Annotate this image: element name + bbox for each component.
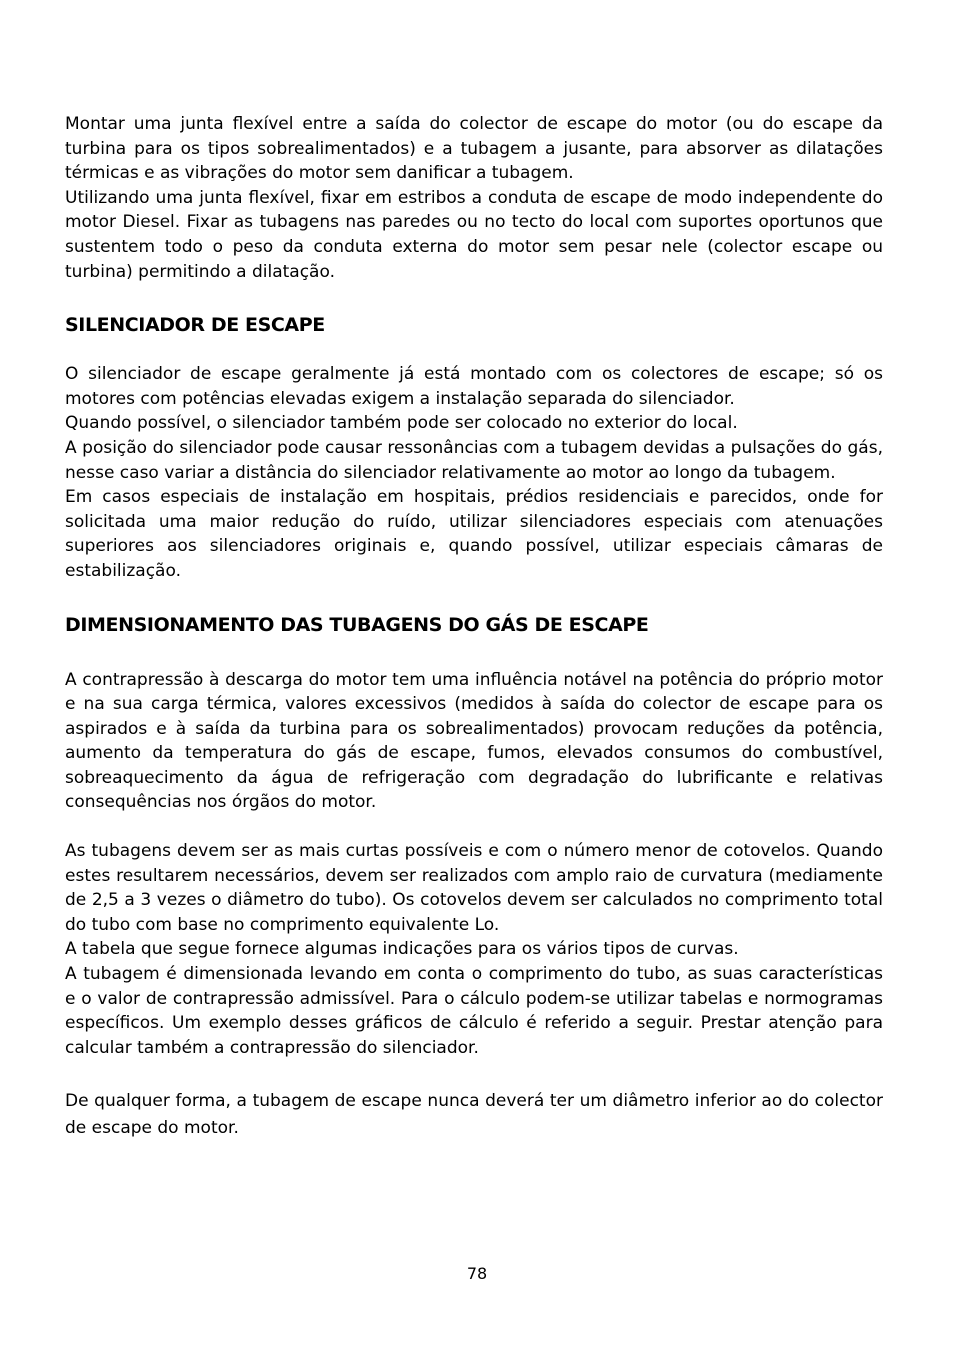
paragraph-dimensionamento-2: As tubagens devem ser as mais curtas possíveis e com o número menor de cotovelos. Quando estes resultarem necessários, devem ser realizados com amplo raio de curvatura (mediamente de 2,5 a 3 vezes o diâmetro do tubo). Os cotovelos devem ser calculados no comprimento total do tubo com base no comprimento equivalente Lo.	[65, 841, 883, 935]
silenciador-body	[65, 362, 883, 583]
section-title-silenciador: SILENCIADOR DE ESCAPE	[65, 314, 325, 337]
paragraph-dimensionamento-5: De qualquer forma, a tubagem de escape nunca deverá ter um diâmetro inferior ao do colector de escape do motor.	[65, 1091, 883, 1139]
paragraph-silenciador-3: A posição do silenciador pode causar ressonâncias com a tubagem devidas a pulsações do gás, nesse caso variar a distância do silenciador relativamente ao motor ao longo da tubagem.	[65, 437, 883, 483]
document-page	[65, 112, 883, 1142]
paragraph-dimensionamento-1: A contrapressão à descarga do motor tem uma influência notável na potência do próprio motor e na sua carga térmica, valores excessivos (medidos à saída do colector de escape para os aspirados e à saída da turbina para os sobrealimentados) provocam reduções da potência, aumento da temperatura do gás de escape, fumos, elevados consumos do combustível, sobreaquecimento da água de refrigeração com degradação do lubrificante e relativas consequências nos órgãos do motor.	[65, 669, 883, 813]
paragraph-silenciador-2: Quando possível, o silenciador também pode ser colocado no exterior do local.	[65, 413, 738, 434]
page-number: 78	[466, 1264, 488, 1283]
paragraph-dimensionamento-3: A tabela que segue fornece algumas indicações para os vários tipos de curvas.	[65, 939, 739, 960]
paragraph-silenciador-1: O silenciador de escape geralmente já está montado com os colectores de escape; só os motores com potências elevadas exigem a instalação separada do silenciador.	[65, 364, 883, 409]
paragraph-silenciador-4: Em casos especiais de instalação em hospitais, prédios residenciais e parecidos, onde for solicitada uma maior redução do ruído, utilizar silenciadores especiais com atenuações superiores aos silenciadores originais e, quando possível, utilizar especiais câmaras de estabilização.	[65, 487, 883, 581]
paragraph-dimensionamento-4: A tubagem é dimensionada levando em conta o comprimento do tubo, as suas características e o valor de contrapressão admissível. Para o cálculo podem-se utilizar tabelas e normogramas específicos. Um exemplo desses gráficos de cálculo é referido a seguir. Prestar atenção para calcular também a contrapressão do silenciador.	[65, 964, 883, 1058]
dimensionamento-body	[65, 668, 883, 1143]
section-title-dimensionamento: DIMENSIONAMENTO DAS TUBAGENS DO GÁS DE ESCAPE	[65, 613, 649, 636]
paragraph-intro-2: Utilizando uma junta flexível, fixar em estribos a conduta de escape de modo independente do motor Diesel. Fixar as tubagens nas paredes ou no tecto do local com suportes oportunos que sustentem todo o peso da conduta externa do motor sem pesar nele (colector escape ou turbina) permitindo a dilatação.	[65, 187, 883, 282]
paragraph-intro-1: Montar uma junta flexível entre a saída do colector de escape do motor (ou do escape da turbina para os tipos sobrealimentados) e a tubagem a jusante, para absorver as dilatações térmicas e as vibrações do motor sem danificar a tubagem.	[65, 114, 883, 184]
